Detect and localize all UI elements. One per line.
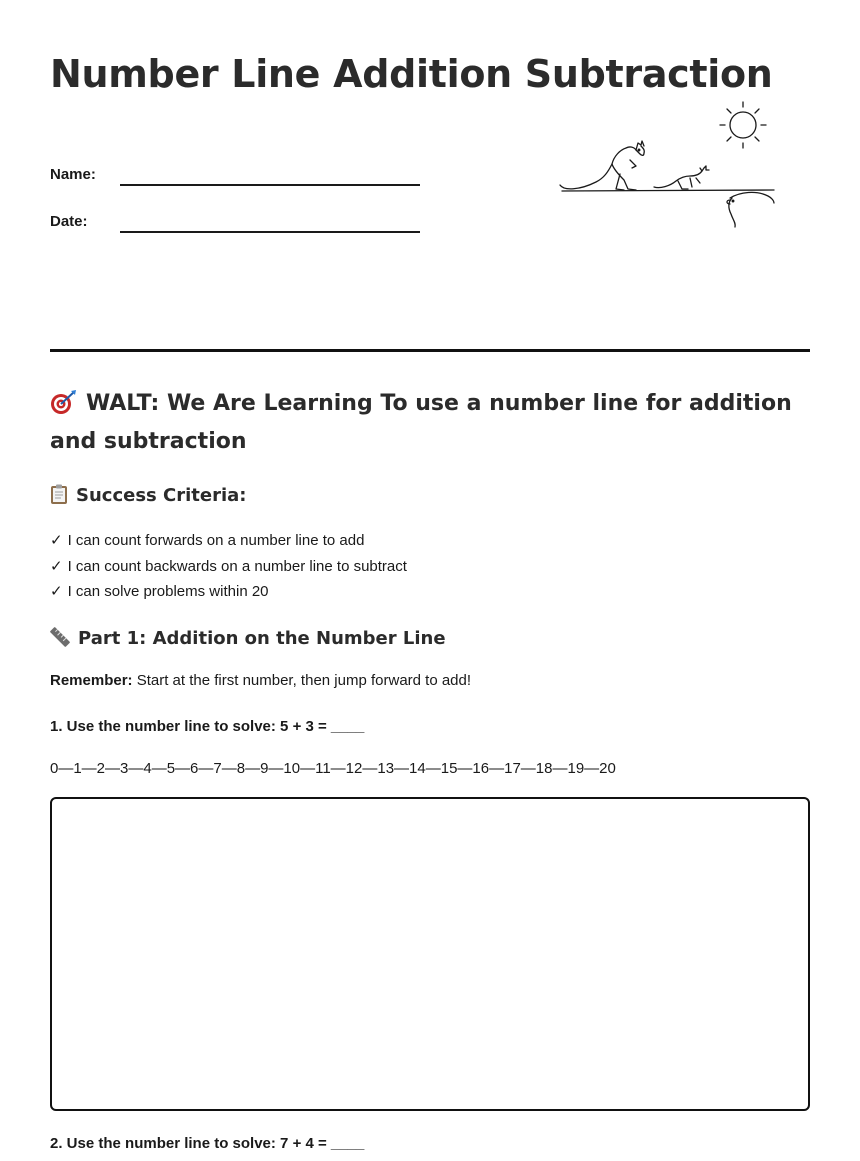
question-2: 2. Use the number line to solve: 7 + 4 = ____ bbox=[50, 1135, 365, 1152]
section-divider bbox=[50, 349, 810, 352]
check-icon: ✓ bbox=[50, 532, 63, 549]
name-field[interactable] bbox=[50, 165, 420, 189]
date-line[interactable] bbox=[120, 231, 420, 233]
list-item bbox=[50, 528, 407, 554]
kangaroo-sun-illustration bbox=[550, 90, 790, 240]
small-kangaroo-icon bbox=[654, 166, 709, 189]
number-line: 0—1—2—3—4—5—6—7—8—9—10—11—12—13—14—15—16—17—18—19—20 bbox=[50, 760, 616, 777]
target-dart-icon bbox=[50, 389, 78, 415]
check-icon: ✓ bbox=[50, 557, 63, 575]
criteria-text: I can solve problems within 20 bbox=[67, 583, 269, 600]
clipboard-icon bbox=[50, 484, 68, 504]
list-item bbox=[50, 579, 407, 605]
remember-label: Remember: bbox=[50, 672, 133, 689]
answer-box[interactable] bbox=[50, 797, 810, 1111]
kangaroo-icon bbox=[560, 141, 644, 190]
part1-label: Part 1: Addition on the Number Line bbox=[78, 628, 446, 649]
date-label: Date: bbox=[50, 213, 88, 230]
name-line[interactable] bbox=[120, 184, 420, 186]
sun-icon bbox=[720, 102, 766, 148]
name-label: Name: bbox=[50, 166, 96, 183]
walt-text: WALT: We Are Learning To use a number line for addition and subtraction bbox=[50, 391, 792, 454]
bird-icon bbox=[727, 192, 774, 227]
list-item bbox=[50, 554, 407, 580]
part1-heading bbox=[50, 627, 446, 651]
criteria-text: I can count backwards on a number line to subtract bbox=[67, 557, 407, 575]
walt-heading bbox=[50, 385, 810, 461]
worksheet-title: Number Line Addition Subtraction bbox=[50, 52, 773, 96]
criteria-text: I can count forwards on a number line to add bbox=[67, 532, 365, 549]
success-criteria-list bbox=[50, 528, 407, 605]
success-criteria-heading bbox=[50, 484, 246, 508]
question-1: 1. Use the number line to solve: 5 + 3 = ____ bbox=[50, 718, 365, 735]
success-criteria-label: Success Criteria: bbox=[76, 485, 247, 506]
remember-text: Start at the first number, then jump forward to add! bbox=[132, 672, 472, 689]
date-field[interactable] bbox=[50, 212, 420, 236]
check-icon: ✓ bbox=[50, 583, 63, 600]
remember-note bbox=[50, 671, 471, 691]
ruler-icon bbox=[50, 627, 70, 647]
